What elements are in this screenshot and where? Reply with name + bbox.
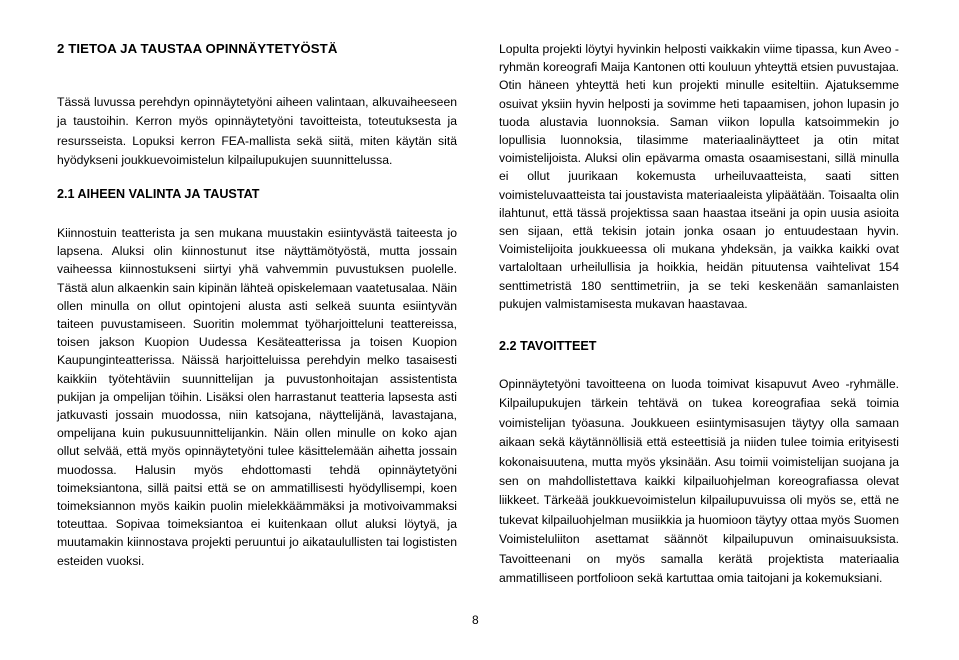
continuation-paragraph: Lopulta projekti löytyi hyvinkin helposti vaikkakin viime tipassa, kun Aveo -ryhmän koreografi Maija Kantonen otti kouluun yhteyttä etsien puvustajaa. Otin häneen yhteyttä heti kun projekti minulle esiteltiin. Ajatuksemme osuivat yksiin hyvin helposti ja sovimme heti tapaamisen, johon lupasin jo tuoda alustavia luonnoksia. Saman viikon lopulla katsoimmekin jo lopullisia luonnoksia, tilasimme materiaalinäytteet ja otin mitat voimistelijoista. Aluksi olin epävarma omasta osaamisestani, sillä minulla ei ollut juurikaan kokemusta urheiluvaatteista, saati sitten voimisteluvaatteista tai joustavista materiaaleista ylipäätään. Toisaalta olin ilahtunut, että tässä projektissa saan haastaa itseäni ja opin uusia asioita sen sijaan, että tekisin jotain jonka osaan jo entuudestaan hyvin. Voimistelijoita joukkueessa oli mukana yhdeksän, ja vaikka kaikki ovat vartaloltaan urheilullisia ja hoikkia, heidän pituutensa vaihtelivat 154 senttimetristä 180 senttimetriin, ja se teki keskenään samanlaisten pukujen valmistamisesta mukavan haastavaa. [499,42,899,311]
section-body-paragraph: Kiinnostuin teatterista ja sen mukana muustakin esiintyvästä taiteesta jo lapsena. Aluksi olin kiinnostunut itse näyttämötyöstä, mutta jossain vaiheessa kiinnostukseni siirtyi yhä vahvemmin puvustuksen puolelle. Tästä alun alkaenkin sain kipinän lähteä opiskelemaan vaatetusalaa. Näin ollen minulla on ollut opintojeni alusta asti selkeä suunta esiintyvän taiteen puvustamiseen. Suoritin molemmat työharjoitteluni teattereissa, toisen jakson Kuopion Uudessa Kesäteatterissa ja toisen Kuopion Kaupunginteatterissa. Näissä harjoitteluissa perehdyin melko tasaisesti kaikkiin työtehtäviin suunnittelijan ja puvustonhoitajan assistentista pukijan ja ompelijan töihin. Lisäksi olen harrastanut teatteria lapsesta asti jatkuvasti jossain muodossa, niin katsojana, näyttelijänä, lavastajana, ompelijana kuin pukusuunnittelijankin. Näin ollen minulle on koko ajan ollut selvää, että myös opinnäytetyöni tulee käsittelemään aihetta jossain muodossa. Halusin myös ehdottomasti tehdä opinnäytetyöni toimeksiantona, sillä paitsi että se on ammatillisesti hyödyllisempi, koen toimeksiannon myös kaikin puolin mielekkäämmäksi ja motivoivammaksi toteuttaa. Sopivaa toimeksiantoa ei kuitenkaan ollut aluksi löytyä, ja muutamakin kiinnostava projekti peruuntui jo aikataulullisten tai logististen esteiden vuoksi. [57,226,457,568]
goals-paragraph: Opinnäytetyöni tavoitteena on luoda toimivat kisapuvut Aveo -ryhmälle. Kilpailupukujen tärkein tehtävä on tukea koreografiaa sekä toimia voimistelijan työasuna. Joukkueen esiintymisasujen täytyy olla samaan aikaan sekä käytännöllisiä että esteettisiä ja niiden tulee toimia erityisesti kokonaisuutena, mutta myös yksinään. Asu toimii voimistelijan suojana ja sen on mahdollistettava kaikki kilpailuohjelman koreografiassa olevat liikkeet. Tärkeää joukkuevoimistelun kilpailupuvuissa oli myös se, että ne tukevat kilpailuohjelman musiikkia ja huomioon täytyy ottaa myös Suomen Voimisteluliiton asettamat säännöt kilpailupuvun ominaisuuksista. Tavoitteenani on myös samalla kerätä projektista materiaalia ammatilliseen portfolioon sekä kartuttaa omia taitojani ja kokemuksiani. [499,377,899,586]
intro-paragraph: Tässä luvussa perehdyn opinnäytetyöni aiheen valintaan, alkuvaiheeseen ja taustoihin. Kerron myös opinnäytetyöni tavoitteista, toteutuksesta ja resursseista. Lopuksi kerron FEA-mallista sekä siitä, miten käytän sitä hyödykseni joukkuevoimistelun kilpailupukujen suunnittelussa. [57,95,457,168]
section-heading-2-1: 2.1 AIHEEN VALINTA JA TAUSTAT [57,187,260,201]
chapter-heading: 2 TIETOA JA TAUSTAA OPINNÄYTETYÖSTÄ [57,41,338,56]
section-heading-2-2: 2.2 TAVOITTEET [499,339,597,353]
page-number: 8 [472,613,479,627]
